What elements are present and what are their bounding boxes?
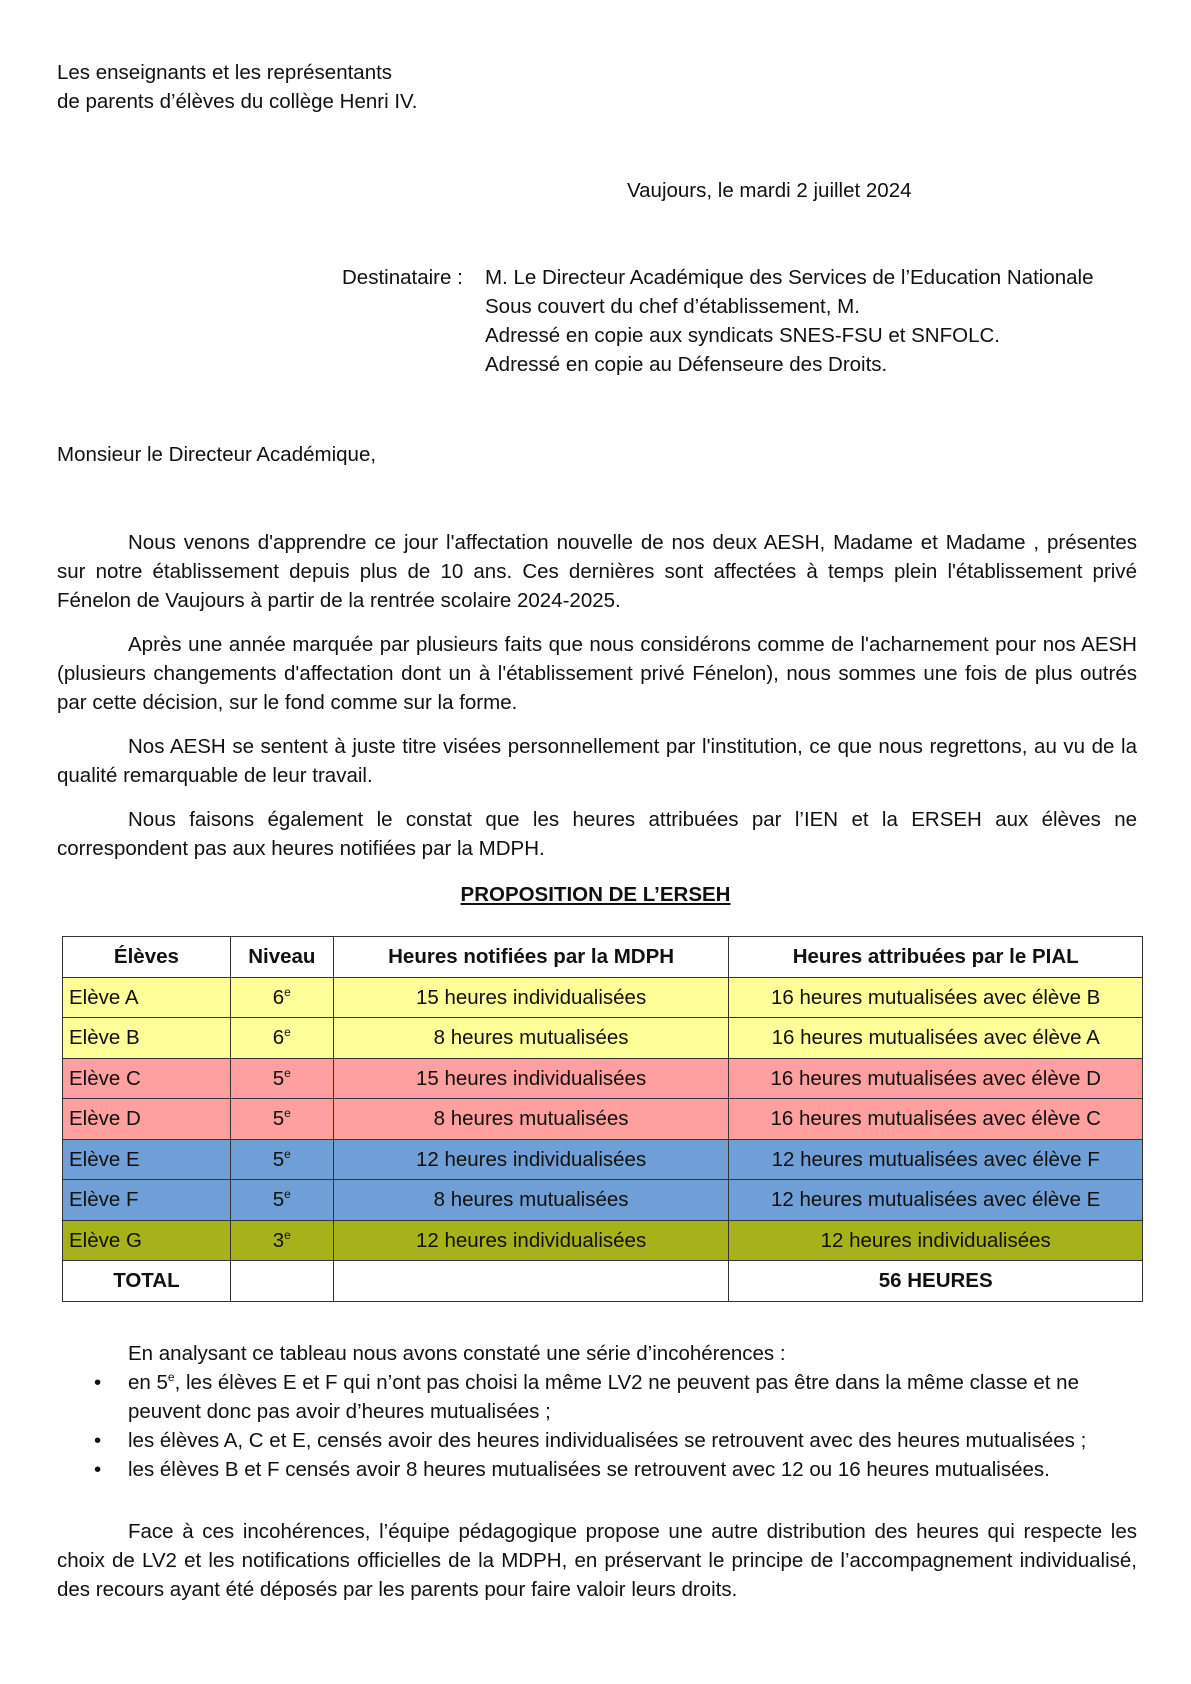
list-item: • les élèves A, C et E, censés avoir des heures individualisées se retrouvent avec des heures mutualisées ;: [57, 1426, 1137, 1455]
level-suffix: e: [284, 1025, 291, 1040]
level-suffix: e: [284, 984, 291, 999]
pial-hours-cell: 16 heures mutualisées avec élève D: [729, 1058, 1143, 1099]
body-paragraph: Après une année marquée par plusieurs faits que nous considérons comme de l'acharnement pour nos AESH (plusieurs changements d'affectation dont un à l'établissement privé Fénelon), nous sommes une fois de plus outrés par cette décision, sur le fond comme sur la forme.: [57, 633, 1137, 714]
table-row: [63, 1058, 1143, 1099]
sender-line: de parents d’élèves du collège Henri IV.: [57, 90, 418, 113]
level-suffix: e: [284, 1187, 291, 1202]
level-value: 5: [272, 1066, 285, 1090]
recipient-line: Adressé en copie aux syndicats SNES-FSU et SNFOLC.: [485, 324, 1000, 347]
level-value: 5: [272, 1107, 285, 1131]
salutation: Monsieur le Directeur Académique,: [57, 443, 377, 466]
total-value: 56 HEURES: [729, 1261, 1143, 1302]
level-cell: [230, 1139, 333, 1180]
mdph-hours-cell: 15 heures individualisées: [333, 1058, 729, 1099]
student-cell: Elève C: [63, 1058, 231, 1099]
recipient-label: Destinataire :: [342, 266, 463, 289]
student-cell: Elève B: [63, 1018, 231, 1059]
table-header-row: [63, 937, 1143, 978]
student-cell: Elève A: [63, 977, 231, 1018]
level-suffix: e: [284, 1106, 291, 1121]
level-cell: [230, 1220, 333, 1261]
table-row: [63, 1099, 1143, 1140]
table-row: [63, 977, 1143, 1018]
body-paragraph: Nous faisons également le constat que les heures attribuées par l’IEN et la ERSEH aux élèves ne correspondent pas aux heures notifiées par la MDPH.: [57, 808, 1137, 860]
level-suffix: e: [284, 1227, 291, 1242]
level-cell: [230, 1018, 333, 1059]
body-paragraph: Nos AESH se sentent à juste titre visées personnellement par l'institution, ce que nous regrettons, au vu de la qualité remarquable de leur travail.: [57, 735, 1137, 787]
student-cell: Elève D: [63, 1099, 231, 1140]
total-label: TOTAL: [63, 1261, 231, 1302]
recipient-line: Adressé en copie au Défenseure des Droits.: [485, 353, 888, 376]
level-cell: [230, 1058, 333, 1099]
recipient-line: Sous couvert du chef d’établissement, M.: [485, 295, 860, 318]
level-value: 6: [272, 985, 285, 1009]
mdph-hours-cell: 8 heures mutualisées: [333, 1018, 729, 1059]
column-header: Heures attribuées par le PIAL: [729, 937, 1143, 978]
bullet-icon: •: [94, 1429, 102, 1452]
level-value: 5: [272, 1188, 285, 1212]
table-title: PROPOSITION DE L’ERSEH: [460, 883, 731, 906]
recipient-line: M. Le Directeur Académique des Services de l’Education Nationale: [485, 266, 1094, 289]
level-cell: [230, 1099, 333, 1140]
analysis-section: [57, 1339, 1137, 1484]
closing-paragraph: Face à ces incohérences, l’équipe pédagogique propose une autre distribution des heures qui respecte les choix de LV2 et les notifications officielles de la MDPH, en préservant le principe de l’accompagnement individualisé, des recours ayant été déposés par les parents pour faire valoir leurs droits.: [57, 1520, 1137, 1601]
bullet-icon: •: [94, 1458, 102, 1481]
sender-line: Les enseignants et les représentants: [57, 61, 393, 84]
analysis-intro: En analysant ce tableau nous avons constaté une série d’incohérences :: [128, 1342, 786, 1365]
column-header: Élèves: [63, 937, 231, 978]
student-cell: Elève G: [63, 1220, 231, 1261]
mdph-hours-cell: 8 heures mutualisées: [333, 1099, 729, 1140]
student-cell: Elève F: [63, 1180, 231, 1221]
mdph-hours-cell: 8 heures mutualisées: [333, 1180, 729, 1221]
pial-hours-cell: 12 heures individualisées: [729, 1220, 1143, 1261]
pial-hours-cell: 12 heures mutualisées avec élève F: [729, 1139, 1143, 1180]
level-value: 5: [272, 1147, 285, 1171]
date-line: Vaujours, le mardi 2 juillet 2024: [627, 179, 912, 202]
level-suffix: e: [284, 1065, 291, 1080]
level-cell: [230, 977, 333, 1018]
student-cell: Elève E: [63, 1139, 231, 1180]
level-value: 3: [272, 1228, 285, 1252]
mdph-hours-cell: 15 heures individualisées: [333, 977, 729, 1018]
level-value: 6: [272, 1026, 285, 1050]
hours-table: [62, 936, 1143, 1302]
pial-hours-cell: 16 heures mutualisées avec élève C: [729, 1099, 1143, 1140]
pial-hours-cell: 16 heures mutualisées avec élève B: [729, 977, 1143, 1018]
table-row: [63, 1018, 1143, 1059]
pial-hours-cell: 16 heures mutualisées avec élève A: [729, 1018, 1143, 1059]
list-item: • en 5e, les élèves E et F qui n’ont pas choisi la même LV2 ne peuvent pas être dans la même classe et ne peuvent donc pas avoir d’heures mutualisées ;: [94, 1370, 1079, 1423]
column-header: Niveau: [230, 937, 333, 978]
level-cell: [230, 1180, 333, 1221]
column-header: Heures notifiées par la MDPH: [333, 937, 729, 978]
mdph-hours-cell: 12 heures individualisées: [333, 1139, 729, 1180]
total-row: [63, 1261, 1143, 1302]
level-suffix: e: [284, 1146, 291, 1161]
total-empty-cell: [230, 1261, 333, 1302]
total-empty-cell: [333, 1261, 729, 1302]
table-row: [63, 1139, 1143, 1180]
bullet-icon: •: [94, 1371, 102, 1394]
letter-body: [57, 528, 1137, 876]
sender-block: [57, 58, 657, 116]
body-paragraph: Nous venons d'apprendre ce jour l'affectation nouvelle de nos deux AESH, Madame et Madame , présentes sur notre établissement depuis plus de 10 ans. Ces dernières sont affectées à temps plein l'établissement privé Fénelon de Vaujours à partir de la rentrée scolaire 2024-2025.: [57, 531, 1137, 612]
inconsistency-list: [57, 1368, 1137, 1484]
closing-section: [57, 1517, 1137, 1604]
list-item: • les élèves B et F censés avoir 8 heures mutualisées se retrouvent avec 12 ou 16 heures mutualisées.: [57, 1455, 1137, 1484]
table-row: [63, 1220, 1143, 1261]
table-row: [63, 1180, 1143, 1221]
mdph-hours-cell: 12 heures individualisées: [333, 1220, 729, 1261]
pial-hours-cell: 12 heures mutualisées avec élève E: [729, 1180, 1143, 1221]
